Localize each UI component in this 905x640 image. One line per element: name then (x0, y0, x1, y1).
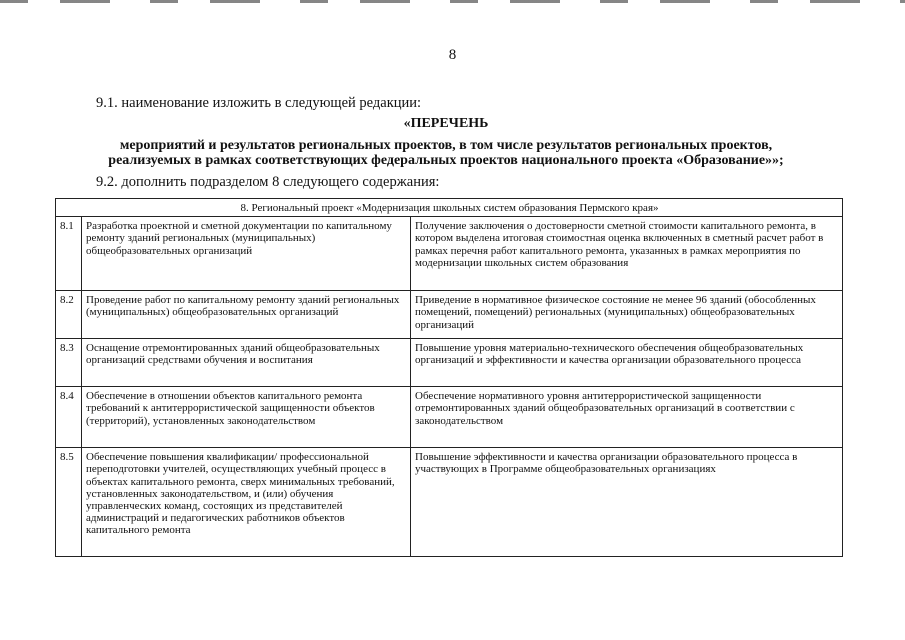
row-result: Получение заключения о достоверности сметной стоимости капитального ремонта, в котором выделена итоговая стоимостная оценка включенных в сметный расчет работ в рамках перечня работ капитального ремонта, указанных в рамках мероприятия по модернизации школьных систем образования (411, 217, 843, 291)
row-result: Повышение уровня материально-технического обеспечения общеобразовательных организаций и эффективности и качества организации образовательного процесса (411, 339, 843, 387)
table-row (56, 339, 843, 387)
row-activity: Обеспечение повышения квалификации/ профессиональной переподготовки учителей, осуществляющих учебный процесс в объектах капитального ремонта, сверх минимальных требований, установленных законодательством, и (или) обучения управленческих команд, состоящих из представителей администраций и педагогических работников объектов капитального ремонта (82, 448, 411, 557)
row-activity: Оснащение отремонтированных зданий общеобразовательных организаций средствами обучения и воспитания (82, 339, 411, 387)
table-row (56, 448, 843, 557)
row-result: Обеспечение нормативного уровня антитеррористической защищенности отремонтированных зданий общеобразовательных организаций в соответствии с законодательством (411, 387, 843, 448)
paragraph-9-1: 9.1. наименование изложить в следующей редакции: (96, 95, 422, 111)
table-row (56, 291, 843, 339)
page-number: 8 (448, 47, 457, 63)
row-activity: Разработка проектной и сметной документации по капитальному ремонту зданий региональных (муниципальных) общеобразовательных организаций (82, 217, 411, 291)
row-activity: Проведение работ по капитальному ремонту зданий региональных (муниципальных) общеобразовательных организаций (82, 291, 411, 339)
row-number: 8.5 (56, 448, 82, 557)
list-title: «ПЕРЕЧЕНЬ (403, 116, 489, 131)
row-number: 8.2 (56, 291, 82, 339)
table-header: 8. Региональный проект «Модернизация школьных систем образования Пермского края» (56, 199, 843, 217)
scan-edge-artifact (0, 0, 905, 3)
row-number: 8.1 (56, 217, 82, 291)
row-number: 8.4 (56, 387, 82, 448)
row-activity: Обеспечение в отношении объектов капитального ремонта требований к антитеррористической защищенности объектов (территорий), установленных законодательством (82, 387, 411, 448)
table-row (56, 387, 843, 448)
table-row (56, 217, 843, 291)
table-header-row (56, 199, 843, 217)
row-result: Повышение эффективности и качества организации образовательного процесса в участвующих в Программе общеобразовательных организациях (411, 448, 843, 557)
list-subtitle: мероприятий и результатов региональных проектов, в том числе результатов региональных проектов, реализуемых в рамках соответствующих федеральных проектов национального проекта «Образование»»; (108, 138, 784, 168)
paragraph-9-2: 9.2. дополнить подразделом 8 следующего содержания: (96, 174, 440, 190)
row-number: 8.3 (56, 339, 82, 387)
regional-project-table (55, 198, 843, 557)
row-result: Приведение в нормативное физическое состояние не менее 96 зданий (обособленных помещений, помещений) региональных (муниципальных) общеобразовательных организаций (411, 291, 843, 339)
